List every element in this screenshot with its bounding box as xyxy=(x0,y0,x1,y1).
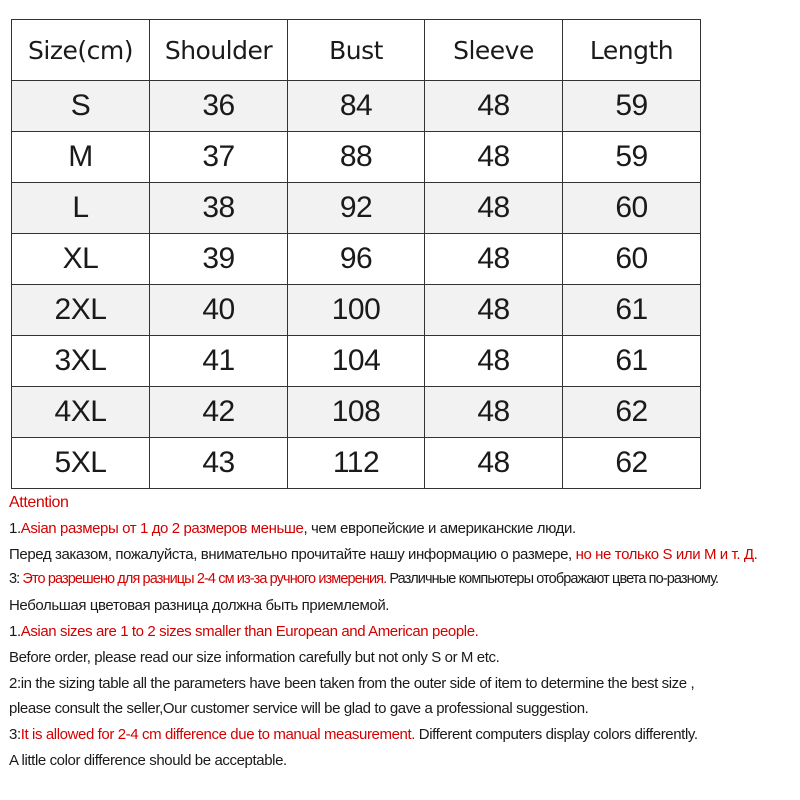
note-highlight: Asian sizes are 1 to 2 sizes smaller than European and American people. xyxy=(20,622,479,640)
table-row xyxy=(12,438,701,489)
cell-size: 5XL xyxy=(12,438,150,489)
cell-bust: 112 xyxy=(288,438,425,489)
header-shoulder: Shoulder xyxy=(150,20,288,81)
note-highlight: но не только S или M и т. Д. xyxy=(575,545,758,563)
note-text: , чем европейские и американские люди. xyxy=(303,519,576,537)
cell-shoulder: 39 xyxy=(150,234,288,285)
note-ru-1 xyxy=(9,516,797,542)
note-en-6: A little color difference should be acceptable. xyxy=(9,751,287,769)
cell-size: XL xyxy=(12,234,150,285)
table-row xyxy=(12,336,701,387)
cell-sleeve: 48 xyxy=(425,183,563,234)
note-prefix: 3: xyxy=(9,571,23,588)
table-row xyxy=(12,285,701,336)
table-row xyxy=(12,234,701,285)
cell-length: 59 xyxy=(563,132,701,183)
cell-size: S xyxy=(12,81,150,132)
note-highlight: Asian размеры от 1 до 2 размеров меньше xyxy=(20,519,304,537)
note-text: Перед заказом, пожалуйста, внимательно прочитайте нашу информацию о размере, xyxy=(9,545,576,563)
cell-bust: 96 xyxy=(288,234,425,285)
note-highlight: Это разрешено для разницы 2-4 см из-за ручного измерения. xyxy=(22,571,387,588)
cell-length: 62 xyxy=(563,438,701,489)
note-text: Different computers display colors differently. xyxy=(415,726,698,744)
note-en-5 xyxy=(9,722,797,748)
cell-length: 61 xyxy=(563,285,701,336)
table-row xyxy=(12,183,701,234)
cell-sleeve: 48 xyxy=(425,285,563,336)
note-en-1 xyxy=(9,619,797,645)
note-highlight: It is allowed for 2-4 cm difference due to manual measurement. xyxy=(20,726,416,744)
note-ru-4: Небольшая цветовая разница должна быть приемлемой. xyxy=(9,597,390,615)
cell-size: L xyxy=(12,183,150,234)
cell-shoulder: 37 xyxy=(150,132,288,183)
attention-heading: Attention xyxy=(9,494,69,511)
table-row xyxy=(12,387,701,438)
header-sleeve: Sleeve xyxy=(425,20,563,81)
note-prefix: 1. xyxy=(9,519,21,537)
cell-length: 61 xyxy=(563,336,701,387)
cell-shoulder: 43 xyxy=(150,438,288,489)
cell-bust: 104 xyxy=(288,336,425,387)
cell-sleeve: 48 xyxy=(425,81,563,132)
cell-sleeve: 48 xyxy=(425,387,563,438)
note-prefix: 1. xyxy=(9,622,21,640)
cell-shoulder: 41 xyxy=(150,336,288,387)
cell-size: M xyxy=(12,132,150,183)
cell-sleeve: 48 xyxy=(425,336,563,387)
header-length: Length xyxy=(563,20,701,81)
note-ru-2 xyxy=(9,542,797,568)
cell-length: 60 xyxy=(563,183,701,234)
notes-section xyxy=(9,490,797,774)
note-prefix: 3: xyxy=(9,726,21,744)
cell-bust: 100 xyxy=(288,285,425,336)
cell-shoulder: 36 xyxy=(150,81,288,132)
size-chart-table xyxy=(11,19,701,489)
table-header-row xyxy=(12,20,701,81)
note-en-2: Before order, please read our size information carefully but not only S or M etc. xyxy=(9,648,500,666)
note-en-4: please consult the seller,Our customer service will be glad to gave a professional suggestion. xyxy=(9,700,589,718)
table-row xyxy=(12,81,701,132)
cell-sleeve: 48 xyxy=(425,438,563,489)
note-en-3: 2:in the sizing table all the parameters have been taken from the outer side of item to determine the best size , xyxy=(9,674,695,692)
cell-bust: 92 xyxy=(288,183,425,234)
cell-shoulder: 38 xyxy=(150,183,288,234)
cell-shoulder: 40 xyxy=(150,285,288,336)
header-size: Size(cm) xyxy=(12,20,150,81)
cell-size: 2XL xyxy=(12,285,150,336)
note-text: Различные компьютеры отображают цвета по-разному. xyxy=(386,571,719,588)
cell-size: 3XL xyxy=(12,336,150,387)
note-ru-3 xyxy=(9,567,797,593)
cell-length: 59 xyxy=(563,81,701,132)
cell-shoulder: 42 xyxy=(150,387,288,438)
cell-size: 4XL xyxy=(12,387,150,438)
cell-sleeve: 48 xyxy=(425,234,563,285)
header-bust: Bust xyxy=(288,20,425,81)
table-row xyxy=(12,132,701,183)
cell-length: 62 xyxy=(563,387,701,438)
cell-length: 60 xyxy=(563,234,701,285)
cell-bust: 108 xyxy=(288,387,425,438)
cell-bust: 84 xyxy=(288,81,425,132)
cell-sleeve: 48 xyxy=(425,132,563,183)
cell-bust: 88 xyxy=(288,132,425,183)
